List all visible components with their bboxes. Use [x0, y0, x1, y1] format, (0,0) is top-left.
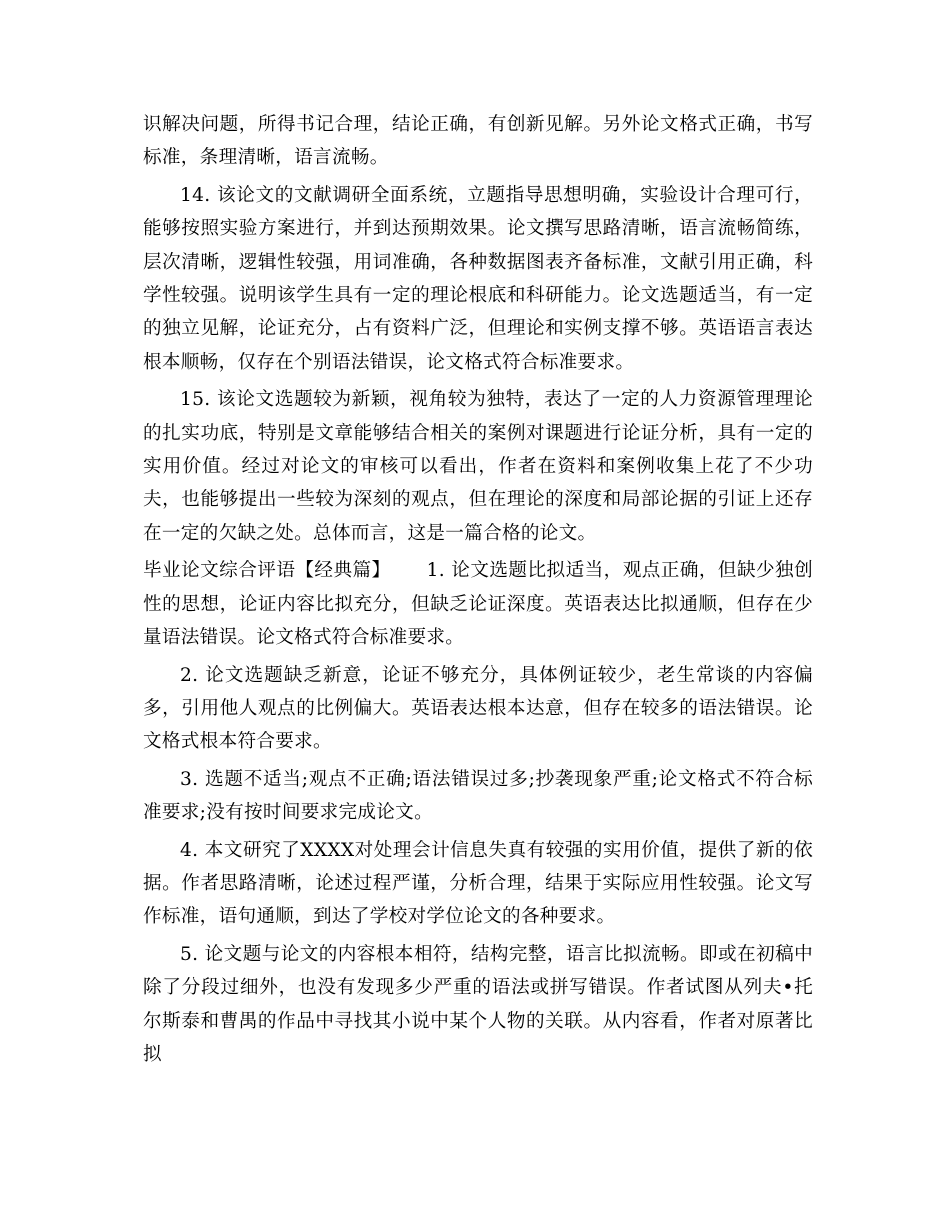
comment-paragraph-15: 15. 该论文选题较为新颖，视角较为独特，表达了一定的人力资源管理理论的扎实功底，特别是文章能够结合相关的案例对课题进行论证分析，具有一定的实用价值。经过对论文的审核可以看出，作者在资料和案例收集上花了不少功夫，也能够提出一些较为深刻的观点，但在理论的深度和局部论据的引证上还存在一定的欠缺之处。总体而言，这是一篇合格的论文。: [143, 389, 813, 544]
section-first-item: 1. 论文选题比拟适当，观点正确，但缺少独创性的思想，论证内容比拟充分，但缺乏论证深度。英语表达比拟通顺，但存在少量语法错误。论文格式符合标准要求。: [143, 560, 813, 649]
section-heading: 毕业论文综合评语【经典篇】: [143, 560, 391, 582]
document-body: [143, 108, 813, 1075]
comment-paragraph-14: 14. 该论文的文献调研全面系统，立题指导思想明确，实验设计合理可行，能够按照实验方案进行，并到达预期效果。论文撰写思路清晰，语言流畅简练，层次清晰，逻辑性较强，用词准确，各种数据图表齐备标准，文献引用正确，科学性较强。说明该学生具有一定的理论根底和科研能力。论文选题适当，有一定的独立见解，论证充分，占有资料广泛，但理论和实例支撑不够。英语语言表达根本顺畅，仅存在个别语法错误，论文格式符合标准要求。: [143, 184, 813, 373]
comment-item-4: 4. 本文研究了XXXX对处理会计信息失真有较强的实用价值，提供了新的依据。作者思路清晰，论述过程严谨，分析合理，结果于实际应用性较强。论文写作标准，语句通顺，到达了学校对学位论文的各种要求。: [143, 839, 813, 928]
continuation-paragraph: 识解决问题，所得书记合理，结论正确，有创新见解。另外论文格式正确，书写标准，条理清晰，语言流畅。: [143, 114, 813, 169]
comment-item-3: 3. 选题不适当;观点不正确;语法错误过多;抄袭现象严重;论文格式不符合标准要求;没有按时间要求完成论文。: [143, 768, 813, 824]
section-paragraph: [143, 554, 813, 654]
comment-item-2: 2. 论文选题缺乏新意，论证不够充分，具体例证较少，老生常谈的内容偏多，引用他人观点的比例偏大。英语表达根本达意，但存在较多的语法错误。论文格式根本符合要求。: [143, 664, 813, 753]
comment-item-5: 5. 论文题与论文的内容根本相符，结构完整，语言比拟流畅。即或在初稿中除了分段过细外，也没有发现多少严重的语法或拼写错误。作者试图从列夫•托尔斯泰和曹禺的作品中寻找其小说中某个人物的关联。从内容看，作者对原著比拟: [143, 943, 813, 1065]
